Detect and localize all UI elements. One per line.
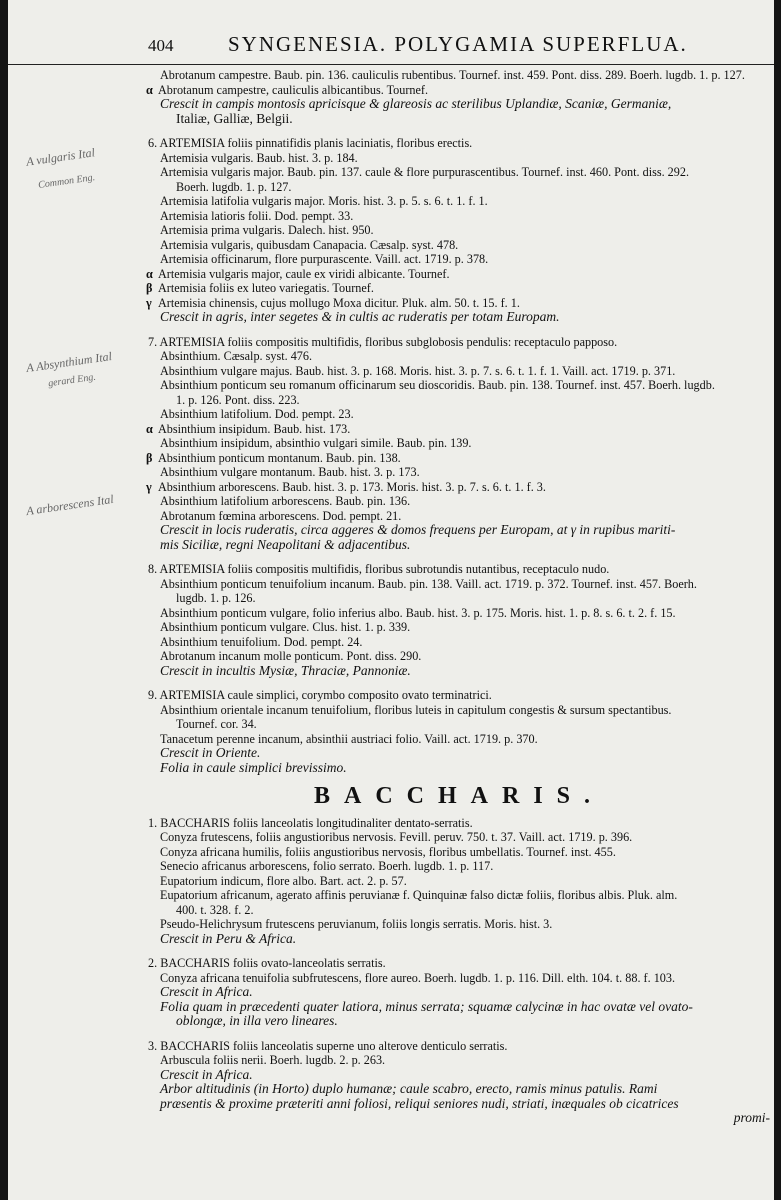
text-line [148, 917, 770, 932]
spacer [148, 946, 770, 956]
text-line [148, 1014, 770, 1029]
line-text: Absinthium ponticum tenuifolium incanum. Baub. pin. 138. Vaill. act. 1719. p. 372. Tournef. inst. 457. Boerh. [160, 576, 697, 591]
text-line [148, 538, 770, 553]
text-line [148, 238, 770, 253]
line-text: præsentis & proxime præteriti anni foliosi, reliqui seniores nudi, striati, inæquales ob cicatrices [160, 1095, 679, 1111]
text-line [148, 985, 770, 1000]
line-text: Folia quam in præcedenti quater latiora, minus serrata; squamæ calycinæ in hac ovatæ vel ovato- [160, 998, 693, 1014]
line-text: Artemisia latioris folii. Dod. pempt. 33. [160, 208, 354, 223]
text-line [148, 83, 770, 98]
line-text: Tournef. cor. 34. [176, 717, 257, 731]
text-line [148, 562, 770, 577]
line-text: Absinthium latifolium arborescens. Baub. pin. 136. [160, 494, 411, 508]
line-text: Crescit in incultis Mysiæ, Thraciæ, Pannoniæ. [160, 662, 411, 678]
text-line [148, 364, 770, 379]
text-line [148, 296, 770, 311]
line-text: Abrotanum incanum molle ponticum. Pont. diss. 290. [160, 649, 422, 663]
text-line [148, 1097, 770, 1112]
text-line [148, 859, 770, 874]
text-line [148, 393, 770, 408]
text-line [148, 194, 770, 209]
line-text: Pseudo-Helichrysum frutescens peruvianum, foliis longis serratis. Moris. hist. 3. [160, 917, 553, 931]
text-line [148, 1053, 770, 1068]
line-text: oblongæ, in illa vero lineares. [176, 1013, 338, 1028]
species-text-baccharis [148, 816, 770, 1126]
line-text: Artemisia latifolia vulgaris major. Moris. hist. 3. p. 5. s. 6. t. 1. f. 1. [160, 194, 488, 208]
line-text: 3. BACCHARIS foliis lanceolatis superne uno alterove denticulo serratis. [148, 1038, 508, 1053]
text-line [148, 1111, 770, 1126]
book-page [8, 0, 774, 1200]
line-text: Italiæ, Galliæ, Belgii. [176, 110, 293, 126]
line-text: Senecio africanus arborescens, folio serrato. Boerh. lugdb. 1. p. 117. [160, 859, 494, 873]
line-text: mis Siciliæ, regni Neapolitani & adjacentibus. [160, 536, 411, 552]
line-text: 8. ARTEMISIA foliis compositis multifidis, floribus subrotundis nutantibus, receptaculo nudo. [148, 562, 610, 576]
margin-note: Common Eng. [37, 172, 96, 191]
line-text: Boerh. lugdb. 1. p. 127. [176, 179, 292, 194]
text-line [148, 68, 770, 83]
line-text: Absinthium ponticum seu romanum officinarum seu dioscoridis. Baub. pin. 138. Tournef. inst. 457. Boerh. lugdb. [160, 378, 715, 392]
text-line [148, 136, 770, 151]
text-line [148, 874, 770, 889]
line-text: Abrotanum fœmina arborescens. Dod. pempt. 21. [160, 508, 402, 523]
line-text: Crescit in Peru & Africa. [160, 930, 297, 946]
variety-marker: α [146, 82, 153, 97]
text-line [148, 830, 770, 845]
line-text: Artemisia chinensis, cujus mollugo Moxa dicitur. Pluk. alm. 50. t. 15. f. 1. [158, 295, 520, 310]
text-line [148, 509, 770, 524]
text-line [148, 209, 770, 224]
spacer [148, 325, 770, 335]
margin-note: gerard Eng. [47, 371, 97, 390]
text-line [148, 620, 770, 635]
line-text: Eupatorium indicum, flore albo. Bart. act. 2. p. 57. [160, 873, 407, 888]
text-line [148, 717, 770, 732]
variety-marker: α [146, 266, 153, 281]
text-line [148, 465, 770, 480]
text-line [148, 732, 770, 747]
text-line [148, 349, 770, 364]
line-text: Absinthium ponticum vulgare. Clus. hist. 1. p. 339. [160, 620, 411, 634]
line-text: Absinthium ponticum montanum. Baub. pin. 138. [158, 450, 401, 465]
text-line [148, 649, 770, 664]
text-line [148, 932, 770, 947]
variety-marker: α [146, 421, 153, 436]
text-line [148, 591, 770, 606]
line-text: lugdb. 1. p. 126. [176, 591, 256, 605]
margin-note: A Absynthium Ital [25, 349, 113, 375]
line-text: Absinthium tenuifolium. Dod. pempt. 24. [160, 634, 363, 649]
line-text: Arbor altitudinis (in Horto) duplo humanæ; caule scabro, erecto, ramis minus patulis. Rami [160, 1081, 658, 1096]
text-line [148, 112, 770, 127]
text-line [148, 664, 770, 679]
text-line [148, 523, 770, 538]
text-line [148, 407, 770, 422]
line-text: 6. ARTEMISIA foliis pinnatifidis planis laciniatis, floribus erectis. [148, 136, 473, 150]
page-header [8, 28, 774, 65]
text-line [148, 956, 770, 971]
text-line [148, 903, 770, 918]
line-text: Crescit in campis montosis apricisque & glareosis ac sterilibus Uplandiæ, Scaniæ, Germaniæ, [160, 96, 672, 111]
text-line [148, 451, 770, 466]
line-text: Absinthium ponticum vulgare, folio inferius albo. Baub. hist. 3. p. 175. Moris. hist. 1. p. 8. s. 6. t. 2. f. 15. [160, 605, 676, 620]
spacer [148, 1029, 770, 1039]
species-text-artemisia [148, 68, 770, 1126]
text-line [148, 480, 770, 495]
text-line [148, 703, 770, 718]
text-line [148, 97, 770, 112]
text-line [148, 281, 770, 296]
line-text: 7. ARTEMISIA foliis compositis multifidis, floribus subglobosis pendulis: receptaculo papposo. [148, 334, 618, 349]
text-line [148, 845, 770, 860]
text-line [148, 223, 770, 238]
page-number: 404 [148, 36, 174, 55]
variety-marker: β [146, 450, 153, 465]
line-text: Artemisia vulgaris major, caule ex viridi albicante. Tournef. [158, 266, 450, 281]
line-text: Conyza africana tenuifolia subfrutescens, flore aureo. Boerh. lugdb. 1. p. 116. Dill. elth. 104. t. 88. f. 103. [160, 970, 676, 985]
text-line [148, 422, 770, 437]
line-text: Absinthium latifolium. Dod. pempt. 23. [160, 407, 354, 421]
text-line [148, 494, 770, 509]
variety-marker: γ [146, 295, 152, 310]
line-text: Absinthium insipidum. Baub. hist. 173. [158, 421, 351, 436]
running-title: SYNGENESIA. POLYGAMIA SUPERFLUA. [228, 32, 688, 56]
line-text: Artemisia officinarum, flore purpurascente. Vaill. act. 1719. p. 378. [160, 252, 489, 266]
line-text: Abrotanum campestre, cauliculis albicantibus. Tournef. [158, 82, 429, 97]
line-text: Tanacetum perenne incanum, absinthii austriaci folio. Vaill. act. 1719. p. 370. [160, 731, 538, 746]
text-line [148, 688, 770, 703]
line-text: Crescit in locis ruderatis, circa aggeres & domos frequens per Europam, at γ in rupibus mariti- [160, 522, 676, 537]
line-text: Absinthium orientale incanum tenuifolium, floribus luteis in capitulum congestis & sursum spectantibus. [160, 702, 672, 717]
line-text: Eupatorium africanum, agerato affinis peruvianæ f. Quinquinæ falso dictæ foliis, floribus albis. Pluk. alm. [160, 888, 678, 902]
line-text: Absinthium vulgare montanum. Baub. hist. 3. p. 173. [160, 465, 420, 479]
margin-note: A vulgaris Ital [25, 145, 96, 169]
line-text: Crescit in agris, inter segetes & in cultis ac ruderatis per totam Europam. [160, 309, 560, 324]
line-text: Artemisia foliis ex luteo variegatis. Tournef. [158, 281, 374, 295]
line-text: 1. p. 126. Pont. diss. 223. [176, 392, 300, 407]
line-text: Conyza frutescens, foliis angustioribus nervosis. Fevill. peruv. 750. t. 37. Vaill. act. 1719. p. 396. [160, 830, 633, 844]
text-line [148, 335, 770, 350]
line-text: Absinthium insipidum, absinthio vulgari simile. Baub. pin. 139. [160, 436, 472, 450]
line-text: Crescit in Africa. [160, 1066, 253, 1082]
text-line [148, 971, 770, 986]
text-line [148, 888, 770, 903]
text-line [148, 310, 770, 325]
text-line [148, 252, 770, 267]
text-line [148, 267, 770, 282]
text-line [148, 1068, 770, 1083]
line-text: Absinthium vulgare majus. Baub. hist. 3. p. 168. Moris. hist. 3. p. 7. s. 6. t. 1. f. 1. Vaill. act. 1719. p. 371. [160, 363, 676, 378]
margin-note: A arborescens Ital [25, 491, 115, 519]
text-line [148, 761, 770, 776]
line-text: promi- [733, 1110, 770, 1125]
line-text: Artemisia vulgaris. Baub. hist. 3. p. 184. [160, 150, 358, 165]
line-text: Absinthium arborescens. Baub. hist. 3. p. 173. Moris. hist. 3. p. 7. s. 6. t. 1. f. 3. [158, 479, 546, 494]
line-text: Crescit in Oriente. [160, 745, 261, 760]
variety-marker: γ [146, 479, 152, 494]
line-text: Artemisia vulgaris major. Baub. pin. 137. caule & flore purpurascentibus. Tournef. inst. 460. Pont. diss. 292. [160, 165, 689, 179]
text-line [148, 151, 770, 166]
line-text: Conyza africana humilis, foliis angustioribus nervosis, floribus umbellatis. Tournef. inst. 455. [160, 844, 616, 859]
spacer [148, 126, 770, 136]
line-text: Arbuscula foliis nerii. Boerh. lugdb. 2. p. 263. [160, 1053, 386, 1067]
text-line [148, 1000, 770, 1015]
variety-marker: β [146, 281, 153, 295]
text-line [148, 1082, 770, 1097]
text-line [148, 746, 770, 761]
text-line [148, 1039, 770, 1054]
text-line [148, 180, 770, 195]
text-line [148, 606, 770, 621]
line-text: 9. ARTEMISIA caule simplici, corymbo composito ovato terminatrici. [148, 688, 492, 702]
text-line [148, 436, 770, 451]
line-text: Folia in caule simplici brevissimo. [160, 759, 347, 775]
line-text: Crescit in Africa. [160, 984, 253, 999]
line-text: Artemisia prima vulgaris. Dalech. hist. 950. [160, 223, 374, 237]
spacer [148, 678, 770, 688]
line-text: 2. BACCHARIS foliis ovato-lanceolatis serratis. [148, 956, 386, 970]
text-line [148, 816, 770, 831]
text-line [148, 378, 770, 393]
line-text: 400. t. 328. f. 2. [176, 902, 254, 917]
text-line [148, 635, 770, 650]
text-line [148, 165, 770, 180]
spacer [148, 552, 770, 562]
line-text: 1. BACCHARIS foliis lanceolatis longitudinaliter dentato-serratis. [148, 815, 473, 830]
line-text: Abrotanum campestre. Baub. pin. 136. cauliculis rubentibus. Tournef. inst. 459. Pont. diss. 289. Boerh. lugdb. 1. p. 127. [160, 68, 745, 82]
line-text: Artemisia vulgaris, quibusdam Canapacia. Cæsalp. syst. 478. [160, 237, 459, 252]
genus-heading: BACCHARIS. [313, 783, 605, 809]
text-line [148, 577, 770, 592]
line-text: Absinthium. Cæsalp. syst. 476. [160, 349, 313, 363]
